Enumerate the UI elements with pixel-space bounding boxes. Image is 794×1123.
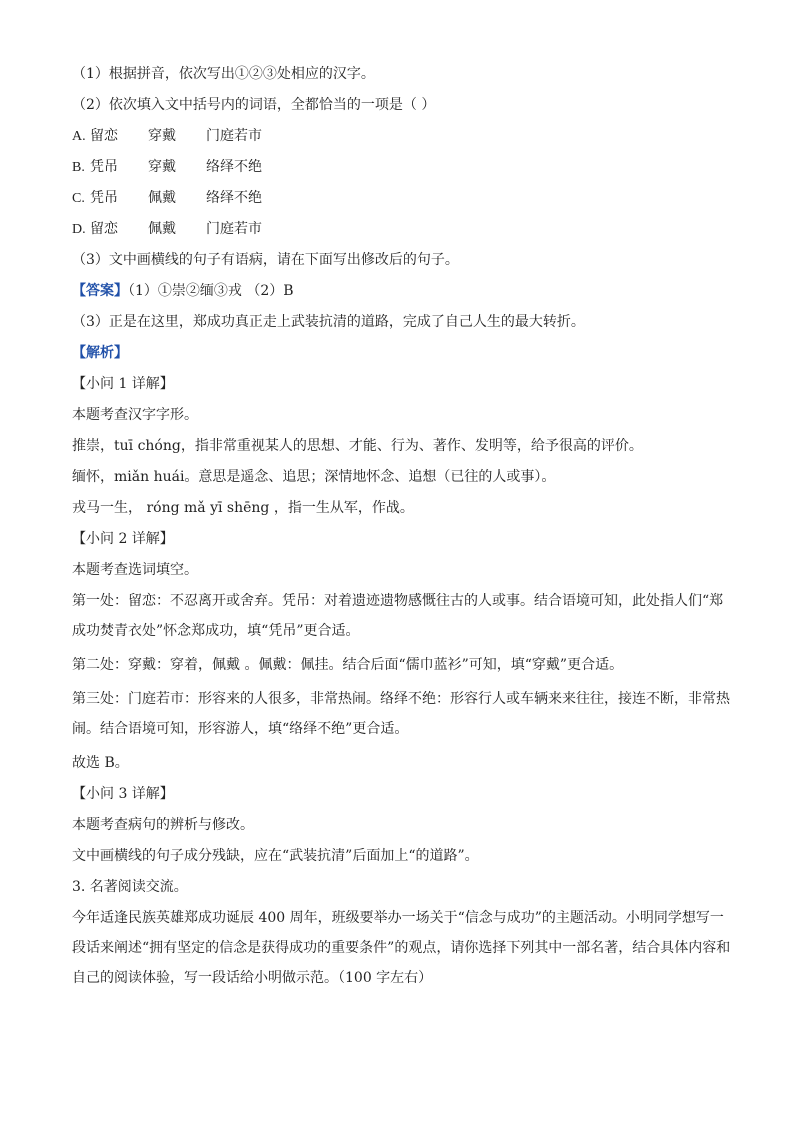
question-3-body: 今年适逢民族英雄郑成功诞辰 400 周年，班级要举办一场关于“信念与成功”的主题活动。小明同学想写一段话来阐述“拥有坚定的信念是获得成功的重要条件”的观点，请你选择下列其中一部名著，结合具体内容和自己的阅读体验，写一段话给小明做示范。（100 字左右） — [72, 910, 731, 986]
sub1-line-3: 戎马一生， róng mǎ yī shēng ，指一生从军，作战。 — [72, 500, 414, 516]
option-word: 凭吊 — [90, 159, 118, 175]
option-word: 门庭若市 — [206, 221, 262, 237]
analysis-tag: 【解析】 — [72, 345, 128, 361]
answer-line — [72, 281, 732, 301]
option-word: 络绎不绝 — [206, 159, 262, 175]
option-c — [72, 188, 732, 208]
sub1-title: 【小问 1 详解】 — [72, 376, 174, 392]
option-word: 凭吊 — [90, 190, 118, 206]
sub2-intro: 本题考查选词填空。 — [72, 562, 198, 578]
option-word: 门庭若市 — [206, 128, 262, 144]
sub1-line-2: 缅怀，miǎn huái。意思是遥念、追思；深情地怀念、追想（已往的人或事）。 — [72, 469, 556, 485]
option-letter: B. — [72, 160, 85, 175]
option-a — [72, 126, 732, 146]
sub3-line-1: 文中画横线的句子成分残缺，应在“武装抗清”后面加上“的道路”。 — [72, 848, 479, 864]
answer-text: （1）①崇②缅③戎 （2）B — [128, 283, 294, 299]
option-letter: C. — [72, 191, 85, 206]
option-letter: A. — [72, 129, 86, 144]
sub3-intro: 本题考查病句的辨析与修改。 — [72, 817, 254, 833]
sub2-para-2: 第二处：穿戴：穿着，佩戴 。佩戴：佩挂。结合后面“儒巾蓝衫”可知，填“穿戴”更合适。 — [72, 657, 624, 673]
option-b — [72, 157, 732, 177]
option-word: 穿戴 — [148, 159, 176, 175]
question-3: （3）文中画横线的句子有语病，请在下面写出修改后的句子。 — [72, 252, 459, 268]
option-word: 佩戴 — [148, 221, 176, 237]
sub2-para-3: 第三处：门庭若市：形容来的人很多，非常热闹。络绎不绝：形容行人或车辆来来往往，接连不断，非常热闹。结合语境可知，形容游人，填“络绎不绝”更合适。 — [72, 691, 730, 737]
question-2: （2）依次填入文中括号内的词语，全都恰当的一项是（ ） — [72, 97, 436, 113]
sub2-choice: 故选 B。 — [72, 755, 129, 771]
document-page — [72, 64, 732, 1002]
question-3-title: 3. 名著阅读交流。 — [72, 879, 188, 895]
option-word: 佩戴 — [148, 190, 176, 206]
option-word: 络绎不绝 — [206, 190, 262, 206]
sub1-intro: 本题考查汉字字形。 — [72, 407, 198, 423]
sub2-para-1: 第一处：留恋：不忍离开或舍弃。凭吊：对着遗迹遗物感慨往古的人或事。结合语境可知，此处指人们“郑成功焚青衣处”怀念郑成功，填“凭吊”更合适。 — [72, 593, 724, 639]
sub1-line-1: 推崇，tuī chóng，指非常重视某人的思想、才能、行为、著作、发明等，给予很高的评价。 — [72, 438, 643, 454]
option-word: 留恋 — [90, 128, 118, 144]
question-1: （1）根据拼音，依次写出①②③处相应的汉字。 — [72, 66, 375, 82]
sub3-title: 【小问 3 详解】 — [72, 786, 174, 802]
answer-tag: 【答案】 — [72, 283, 128, 299]
answer-line-3: （3）正是在这里，郑成功真正走上武装抗清的道路，完成了自己人生的最大转折。 — [72, 314, 585, 330]
option-word: 穿戴 — [148, 128, 176, 144]
option-letter: D. — [72, 222, 86, 237]
option-word: 留恋 — [90, 221, 118, 237]
sub2-title: 【小问 2 详解】 — [72, 531, 174, 547]
option-d — [72, 219, 732, 239]
